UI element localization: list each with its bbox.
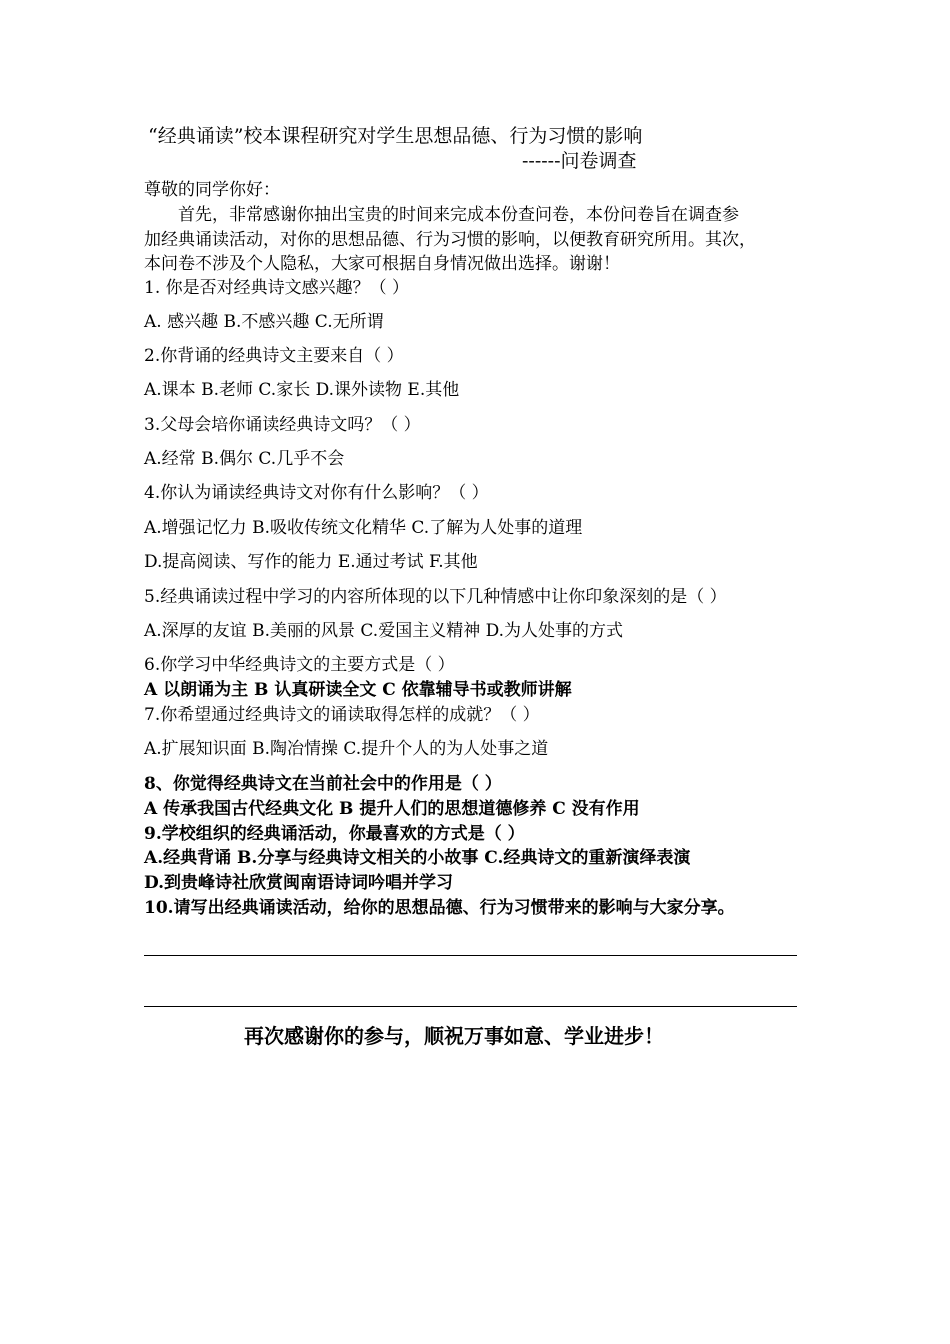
intro-line-2: 加经典诵读活动，对你的思想品德、行为习惯的影响，以便教育研究所用。其次， [144, 230, 756, 250]
question-8: 8、你觉得经典诗文在当前社会中的作用是（ ） [144, 774, 502, 794]
question-9: 9.学校组织的经典诵活动，你最喜欢的方式是（ ） [144, 824, 525, 844]
document-subtitle: ------问卷调查 [522, 150, 637, 172]
question-7: 7.你希望通过经典诗文的诵读取得怎样的成就？（ ） [144, 705, 540, 725]
intro-line-3: 本问卷不涉及个人隐私，大家可根据自身情况做出选择。谢谢！ [144, 254, 620, 274]
question-5-options: A.深厚的友谊 B.美丽的风景 C.爱国主义精神 D.为人处事的方式 [144, 621, 624, 641]
question-7-options: A.扩展知识面 B.陶冶情操 C.提升个人的为人处事之道 [144, 739, 549, 759]
question-4-options-2: D.提高阅读、写作的能力 E.通过考试 F.其他 [144, 552, 478, 572]
question-5: 5.经典诵读过程中学习的内容所体现的以下几种情感中让你印象深刻的是（ ） [144, 587, 727, 607]
greeting: 尊敬的同学你好： [144, 180, 280, 200]
closing-message: 再次感谢你的参与，顺祝万事如意、学业进步！ [244, 1024, 664, 1048]
question-1: 1. 你是否对经典诗文感兴趣？（ ） [144, 278, 410, 298]
question-1-options: A. 感兴趣 B.不感兴趣 C.无所谓 [144, 312, 384, 332]
question-6: 6.你学习中华经典诗文的主要方式是（ ） [144, 655, 455, 675]
answer-line-1[interactable] [144, 955, 797, 956]
question-4-options-1: A.增强记忆力 B.吸收传统文化精华 C.了解为人处事的道理 [144, 518, 583, 538]
question-9-options-2: D.到贵峰诗社欣赏闽南语诗词吟唱并学习 [144, 873, 454, 893]
intro-line-1: 首先，非常感谢你抽出宝贵的时间来完成本份查问卷，本份问卷旨在调查参 [144, 205, 739, 225]
question-2-options: A.课本 B.老师 C.家长 D.课外读物 E.其他 [144, 380, 460, 400]
question-3: 3.父母会培你诵读经典诗文吗？（ ） [144, 415, 421, 435]
question-6-options: A 以朗诵为主 B 认真研读全文 C 依靠辅导书或教师讲解 [144, 680, 572, 700]
question-8-options: A 传承我国古代经典文化 B 提升人们的思想道德修养 C 没有作用 [144, 799, 640, 819]
question-3-options: A.经常 B.偶尔 C.几乎不会 [144, 449, 345, 469]
answer-line-2[interactable] [144, 1006, 797, 1007]
question-2: 2.你背诵的经典诗文主要来自（ ） [144, 346, 404, 366]
question-10: 10.请写出经典诵读活动，给你的思想品德、行为习惯带来的影响与大家分享。 [144, 898, 735, 918]
question-9-options-1: A.经典背诵 B.分享与经典诗文相关的小故事 C.经典诗文的重新演绎表演 [144, 848, 691, 868]
document-title: “经典诵读”校本课程研究对学生思想品德、行为习惯的影响 [148, 125, 643, 147]
question-4: 4.你认为诵读经典诗文对你有什么影响？（ ） [144, 483, 489, 503]
